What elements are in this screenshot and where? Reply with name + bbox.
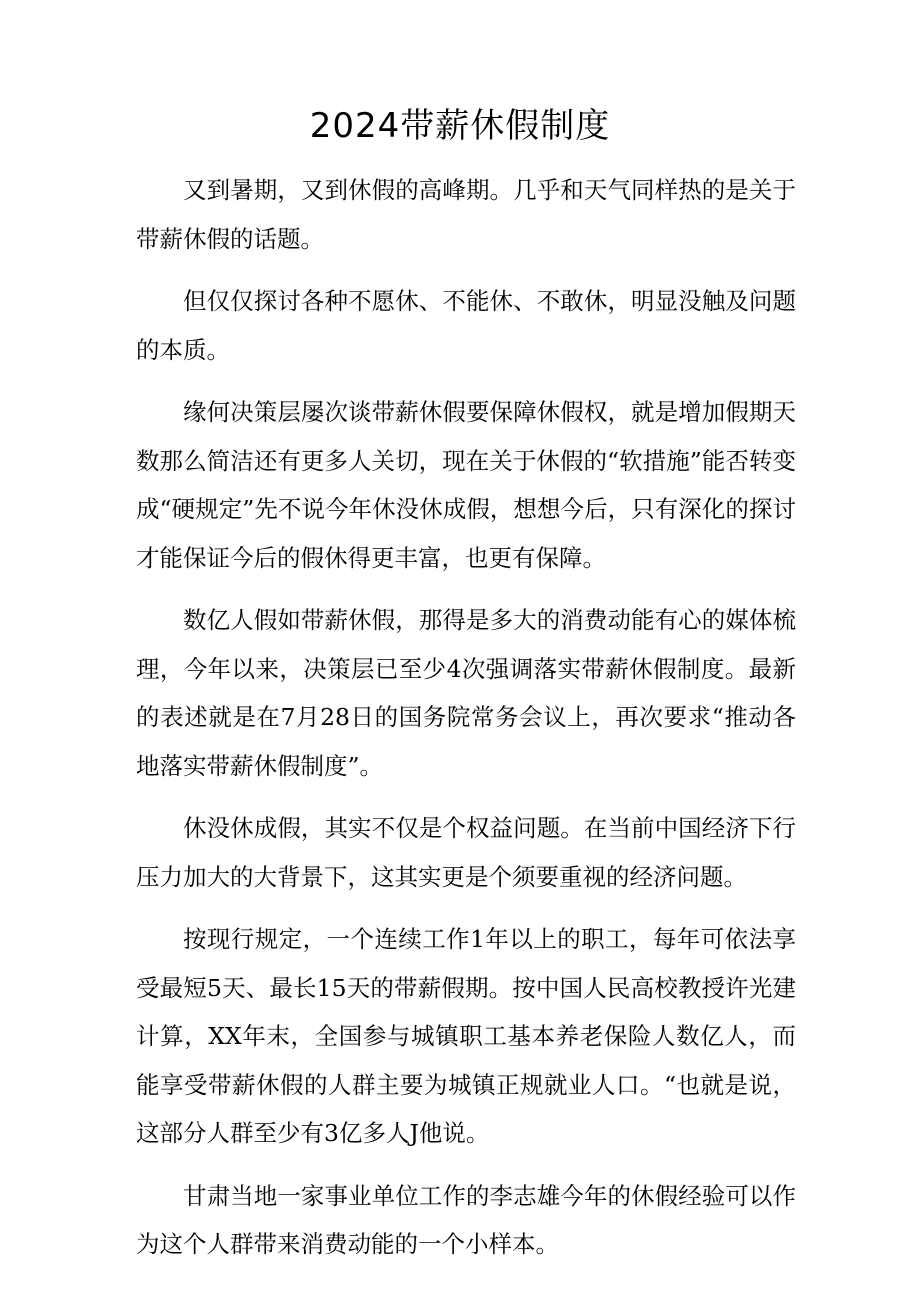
document-title: 2024带薪休假制度 [309, 106, 611, 146]
paragraph-5: 休没休成假，其实不仅是个权益问题。在当前中国经济下行压力加大的大背景下，这其实更是个须要重视的经济问题。 [136, 814, 796, 891]
paragraph-2: 但仅仅探讨各种不愿休、不能休、不敢休，明显没触及问题的本质。 [136, 287, 796, 364]
document-body [136, 166, 796, 1269]
paragraph-6: 按现行规定，一个连续工作1年以上的职工，每年可依法享受最短5天、最长15天的带薪假期。按中国人民高校教授许光建计算，XX年末，全国参与城镇职工基本养老保险人数亿人，而能享受带薪休假的人群主要为城镇正规就业人口。“也就是说，这部分人群至少有3亿多人J他说。 [136, 925, 796, 1147]
paragraph-4: 数亿人假如带薪休假，那得是多大的消费动能有心的媒体梳理，今年以来，决策层已至少4次强调落实带薪休假制度。最新的表述就是在7月28日的国务院常务会议上，再次要求“推动各地落实带薪休假制度”。 [136, 606, 796, 780]
paragraph-1: 又到暑期，又到休假的高峰期。几乎和天气同样热的是关于带薪休假的话题。 [136, 176, 796, 253]
paragraph-7: 甘肃当地一家事业单位工作的李志雄今年的休假经验可以作为这个人群带来消费动能的一个小样本。 [136, 1181, 796, 1258]
paragraph-3: 缘何决策层屡次谈带薪休假要保障休假权，就是增加假期天数那么简洁还有更多人关切，现在关于休假的“软措施”能否转变成“硬规定”先不说今年休没休成假，想想今后，只有深化的探讨才能保证今后的假休得更丰富，也更有保障。 [136, 398, 796, 572]
